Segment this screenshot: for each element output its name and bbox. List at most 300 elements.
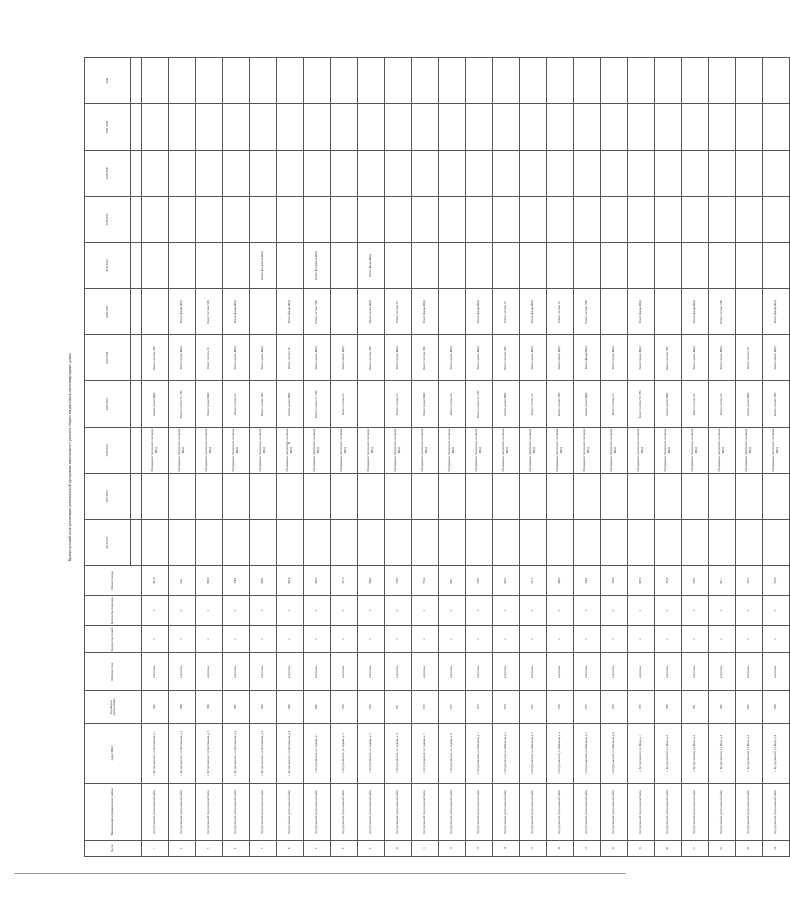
cell-work: Ремонт системы ЭС <box>600 381 627 427</box>
cell-address: с. Бугурусланский, ул. Школьная, д. 5 <box>573 723 600 783</box>
cell-year: 1969 <box>303 691 330 724</box>
cell-work <box>708 196 735 242</box>
cell-work <box>141 289 168 335</box>
cell-floors: 2 <box>195 626 222 653</box>
subheader-cell <box>130 335 141 381</box>
rotated-table-area <box>66 57 779 857</box>
cell-work <box>654 150 681 196</box>
table-row <box>438 58 465 857</box>
cell-entrances: 2 <box>168 596 195 626</box>
cell-work: Ремонт системы ЭС <box>438 381 465 427</box>
cell-work <box>168 104 195 150</box>
cell-entrances: 2 <box>357 596 384 626</box>
cell-work <box>438 242 465 288</box>
cell-area: 574,8 <box>222 566 249 596</box>
cell-work <box>681 150 708 196</box>
cell-work: Ремонт крыши МКД <box>762 335 789 381</box>
table-header-row <box>85 58 131 857</box>
cell-work <box>249 520 276 566</box>
cell-work: Ремонт системы ХВС <box>249 381 276 427</box>
cell-work <box>330 150 357 196</box>
cell-work: Ремонт фундамента МКД <box>249 242 276 288</box>
cell-material: кирпичные <box>762 653 789 691</box>
header-floors: Количество этажей <box>85 626 142 653</box>
cell-work: Ремонт системы ЭС <box>681 381 708 427</box>
cell-work <box>573 473 600 519</box>
cell-area: 575,8 <box>654 566 681 596</box>
cell-address: с. Бугурусланский, ул. Школьная, д. 1 <box>465 723 492 783</box>
cell-entrances: 2 <box>276 596 303 626</box>
cell-entrances: 2 <box>303 596 330 626</box>
cell-material: кирпичные <box>330 653 357 691</box>
cell-work: Ремонт фасада МКД <box>681 289 708 335</box>
cell-work <box>330 289 357 335</box>
cell-work: Ремонт системы ТС, ГВС <box>627 381 654 427</box>
cell-work: Ремонт системы ТС, ГВС <box>168 381 195 427</box>
cell-work <box>600 520 627 566</box>
cell-work <box>330 242 357 288</box>
page-bottom-rule <box>14 873 626 874</box>
cell-work: Ремонт системы ЭС <box>546 289 573 335</box>
cell-work: Ремонт крыши МКД <box>465 335 492 381</box>
cell-material: кирпичные <box>708 653 735 691</box>
cell-work <box>654 104 681 150</box>
cell-year: 1974 <box>492 691 519 724</box>
cell-material: кирпичные <box>735 653 762 691</box>
cell-work <box>600 150 627 196</box>
cell-year: 1973 <box>465 691 492 724</box>
cell-work <box>168 473 195 519</box>
cell-work <box>735 473 762 519</box>
cell-work: Обследование технического состояния МКД <box>195 427 222 473</box>
cell-entrances: 2 <box>735 596 762 626</box>
cell-year: 1968 <box>276 691 303 724</box>
cell-work <box>708 150 735 196</box>
header-period: 2023-2025 <box>85 381 131 427</box>
cell-area: 561,6 <box>141 566 168 596</box>
cell-work: Ремонт крыши МКД <box>141 381 168 427</box>
cell-material: кирпичные <box>222 653 249 691</box>
cell-address: с. Бугурусланский, ул. Мира, д. 4 <box>708 723 735 783</box>
cell-work <box>600 104 627 150</box>
cell-work <box>357 150 384 196</box>
cell-no: 13 <box>465 840 492 856</box>
cell-year: 1982 <box>708 691 735 724</box>
cell-work <box>465 104 492 150</box>
table-row <box>303 58 330 857</box>
cell-area: 571,9 <box>519 566 546 596</box>
cell-work: Ремонт системы ХВС <box>303 289 330 335</box>
cell-work <box>708 104 735 150</box>
table-row <box>654 58 681 857</box>
cell-work <box>168 242 195 288</box>
cell-work <box>411 58 438 104</box>
cell-work <box>141 150 168 196</box>
cell-work: Ремонт крыши МКД <box>276 381 303 427</box>
cell-work: Обследование технического состояния МКД <box>249 427 276 473</box>
cell-work <box>438 473 465 519</box>
cell-work <box>519 196 546 242</box>
cell-work <box>411 104 438 150</box>
subheader-cell <box>130 242 141 288</box>
cell-work <box>735 520 762 566</box>
cell-area: 579,6 <box>600 566 627 596</box>
cell-work <box>276 150 303 196</box>
cell-no: 14 <box>492 840 519 856</box>
cell-address: с. Бугурусланский, ул. Школьная, д. 4 <box>546 723 573 783</box>
header-period: 2041-2043 <box>85 104 131 150</box>
cell-work <box>654 289 681 335</box>
cell-address: с. Бугурусланский, ул. Центральная, д. 2 <box>168 723 195 783</box>
cell-work: Обследование технического состояния МКД <box>519 427 546 473</box>
cell-work <box>627 150 654 196</box>
subheader-cell <box>130 381 141 427</box>
cell-address: с. Бугурусланский, ул. Садовая, д. 2 <box>330 723 357 783</box>
cell-floors: 2 <box>681 626 708 653</box>
table-row <box>627 58 654 857</box>
cell-district: Бугурусланский муниципальный район <box>627 783 654 840</box>
cell-work <box>330 58 357 104</box>
cell-entrances: 2 <box>492 596 519 626</box>
cell-work <box>411 150 438 196</box>
cell-work <box>330 196 357 242</box>
cell-work <box>330 520 357 566</box>
table-body <box>141 58 789 857</box>
table-row <box>708 58 735 857</box>
cell-work <box>222 520 249 566</box>
cell-entrances: 2 <box>411 596 438 626</box>
cell-work <box>411 473 438 519</box>
cell-district: Бугурусланский муниципальный район <box>519 783 546 840</box>
table-row <box>681 58 708 857</box>
cell-work <box>627 196 654 242</box>
cell-work <box>546 473 573 519</box>
cell-work <box>195 242 222 288</box>
cell-work: Ремонт фасада МКД <box>357 242 384 288</box>
cell-material: кирпичные <box>411 653 438 691</box>
header-period: 2014-2015 <box>85 520 131 566</box>
cell-district: Бугурусланский муниципальный район <box>546 783 573 840</box>
cell-material: кирпичные <box>492 653 519 691</box>
cell-work: Ремонт системы ХВС <box>654 335 681 381</box>
cell-area: 569,8 <box>195 566 222 596</box>
cell-work <box>600 196 627 242</box>
cell-work: Ремонт крыши МКД <box>519 335 546 381</box>
cell-work: Ремонт фасада МКД <box>411 289 438 335</box>
cell-material: кирпичные <box>465 653 492 691</box>
cell-floors: 2 <box>303 626 330 653</box>
cell-work <box>681 520 708 566</box>
cell-work <box>519 150 546 196</box>
cell-work <box>465 473 492 519</box>
cell-work: Обследование технического состояния МКД <box>168 427 195 473</box>
cell-entrances: 2 <box>519 596 546 626</box>
cell-work <box>141 520 168 566</box>
cell-work <box>654 520 681 566</box>
cell-floors: 2 <box>438 626 465 653</box>
cell-work: Обследование технического состояния МКД <box>600 427 627 473</box>
cell-work: Ремонт системы ХВС <box>708 289 735 335</box>
cell-year: 1979 <box>627 691 654 724</box>
cell-work <box>492 520 519 566</box>
cell-work <box>222 242 249 288</box>
cell-work: Ремонт фасада МКД <box>519 289 546 335</box>
table-row <box>573 58 600 857</box>
table-row <box>411 58 438 857</box>
table-row <box>249 58 276 857</box>
cell-work: Обследование технического состояния МКД <box>762 427 789 473</box>
subheader-cell <box>130 427 141 473</box>
cell-work: Ремонт фасада МКД <box>222 289 249 335</box>
cell-district: Бугурусланский муниципальный район <box>141 783 168 840</box>
capital-repair-plan-table <box>84 57 790 857</box>
cell-material: кирпичные <box>546 653 573 691</box>
cell-work <box>519 473 546 519</box>
cell-address: с. Бугурусланский, ул. Садовая, д. 1 <box>303 723 330 783</box>
cell-work <box>411 196 438 242</box>
cell-work: Ремонт системы ЭС <box>195 335 222 381</box>
cell-work <box>654 58 681 104</box>
header-area: Общая площадь <box>85 566 142 596</box>
cell-work: Ремонт крыши МКД <box>249 335 276 381</box>
cell-work <box>141 242 168 288</box>
cell-work: Ремонт фасада МКД <box>573 335 600 381</box>
cell-work <box>357 104 384 150</box>
table-heading: Краткосрочный план реализации региональной программы капитального ремонта общего имущества в многоквартирных домах <box>68 352 72 562</box>
cell-address: с. Бугурусланский, ул. Садовая, д. 3 <box>357 723 384 783</box>
cell-work <box>384 242 411 288</box>
cell-address: с. Бугурусланский, ул. Мира, д. 3 <box>681 723 708 783</box>
cell-work <box>519 242 546 288</box>
cell-district: Бугурусланский муниципальный район <box>654 783 681 840</box>
cell-year: 1965 <box>141 691 168 724</box>
cell-material: кирпичные <box>357 653 384 691</box>
cell-work <box>141 196 168 242</box>
cell-work <box>195 520 222 566</box>
cell-work <box>384 58 411 104</box>
cell-no: 21 <box>681 840 708 856</box>
cell-address: с. Бугурусланский, ул. Центральная, д. 3 <box>195 723 222 783</box>
cell-work: Ремонт крыши МКД <box>303 335 330 381</box>
table-row <box>222 58 249 857</box>
cell-work: Ремонт системы ХВС <box>141 335 168 381</box>
table-row <box>276 58 303 857</box>
table-row <box>492 58 519 857</box>
table-row <box>735 58 762 857</box>
cell-area: 566,0 <box>357 566 384 596</box>
cell-work: Ремонт крыши МКД <box>492 381 519 427</box>
cell-work <box>276 473 303 519</box>
cell-area: 574,1 <box>168 566 195 596</box>
cell-address: с. Бугурусланский, ул. Садовая, д. 5 <box>411 723 438 783</box>
cell-area: 567,3 <box>627 566 654 596</box>
cell-work <box>654 242 681 288</box>
cell-area: 577,4 <box>762 566 789 596</box>
cell-district: Бугурусланский муниципальный район <box>762 783 789 840</box>
cell-no: 22 <box>708 840 735 856</box>
cell-material: кирпичные <box>654 653 681 691</box>
cell-work <box>546 104 573 150</box>
cell-material: кирпичные <box>384 653 411 691</box>
subheader-cell <box>130 289 141 335</box>
cell-floors: 2 <box>546 626 573 653</box>
cell-work <box>573 104 600 150</box>
subheader-cell <box>130 473 141 519</box>
header-period: 2029-2031 <box>85 289 131 335</box>
cell-work: Обследование технического состояния МКД <box>330 427 357 473</box>
cell-work <box>357 381 384 427</box>
header-year: Год ввода в эксплуатацию <box>85 691 142 724</box>
cell-work: Ремонт фасада МКД <box>762 289 789 335</box>
cell-district: Бугурусланский муниципальный район <box>330 783 357 840</box>
cell-work: Ремонт системы ХВС <box>195 289 222 335</box>
cell-no: 10 <box>384 840 411 856</box>
table-row <box>384 58 411 857</box>
table-row <box>168 58 195 857</box>
cell-work <box>195 473 222 519</box>
cell-work <box>168 520 195 566</box>
cell-work <box>627 242 654 288</box>
cell-year: 1983 <box>735 691 762 724</box>
cell-entrances: 2 <box>600 596 627 626</box>
cell-no: 19 <box>627 840 654 856</box>
cell-work <box>357 473 384 519</box>
cell-no: 24 <box>762 840 789 856</box>
cell-no: 11 <box>411 840 438 856</box>
cell-year: 1981 <box>681 691 708 724</box>
cell-work <box>546 58 573 104</box>
cell-material: кирпичные <box>627 653 654 691</box>
cell-address: с. Бугурусланский, ул. Центральная, д. 1 <box>141 723 168 783</box>
cell-no: 20 <box>654 840 681 856</box>
cell-entrances: 2 <box>681 596 708 626</box>
cell-work <box>384 196 411 242</box>
cell-no: 15 <box>519 840 546 856</box>
cell-work <box>222 104 249 150</box>
cell-work: Обследование технического состояния МКД <box>276 427 303 473</box>
cell-work <box>465 150 492 196</box>
cell-year: 1966 <box>168 691 195 724</box>
cell-entrances: 2 <box>762 596 789 626</box>
cell-work <box>249 196 276 242</box>
cell-address: с. Бугурусланский, ул. Мира, д. 5 <box>735 723 762 783</box>
cell-work: Ремонт крыши МКД <box>627 335 654 381</box>
cell-work <box>438 150 465 196</box>
cell-work <box>303 520 330 566</box>
cell-address: с. Бугурусланский, ул. Мира, д. 6 <box>762 723 789 783</box>
cell-work <box>654 473 681 519</box>
cell-work <box>681 473 708 519</box>
cell-work: Обследование технического состояния МКД <box>573 427 600 473</box>
cell-work: Ремонт системы ЭС <box>384 289 411 335</box>
cell-work <box>519 58 546 104</box>
cell-work <box>735 289 762 335</box>
cell-work <box>762 473 789 519</box>
cell-floors: 2 <box>654 626 681 653</box>
cell-work <box>708 242 735 288</box>
cell-year: 1975 <box>519 691 546 724</box>
cell-area: 569,1 <box>438 566 465 596</box>
cell-work <box>573 242 600 288</box>
table-row <box>357 58 384 857</box>
table-row <box>465 58 492 857</box>
subheader-cell <box>130 520 141 566</box>
cell-work: Ремонт фасада МКД <box>168 289 195 335</box>
cell-work <box>627 58 654 104</box>
header-period: 2032-2034 <box>85 242 131 288</box>
cell-work <box>762 150 789 196</box>
cell-address: с. Бугурусланский, ул. Садовая, д. 4 <box>384 723 411 783</box>
cell-year: 1984 <box>762 691 789 724</box>
cell-work <box>330 104 357 150</box>
cell-work <box>735 196 762 242</box>
cell-year: 1970 <box>330 691 357 724</box>
cell-district: Бугурусланский муниципальный район <box>492 783 519 840</box>
cell-work <box>411 242 438 288</box>
cell-work <box>168 196 195 242</box>
cell-work <box>438 289 465 335</box>
cell-year: 1976 <box>546 691 573 724</box>
cell-work <box>735 150 762 196</box>
cell-year: 1968 <box>249 691 276 724</box>
cell-work: Ремонт крыши МКД <box>330 335 357 381</box>
cell-work <box>519 104 546 150</box>
cell-year: 1980 <box>654 691 681 724</box>
cell-address: с. Бугурусланский, ул. Школьная, д. 3 <box>519 723 546 783</box>
cell-district: Бугурусланский муниципальный район <box>249 783 276 840</box>
cell-no: 5 <box>249 840 276 856</box>
cell-entrances: 2 <box>465 596 492 626</box>
cell-work <box>573 520 600 566</box>
cell-work <box>492 242 519 288</box>
cell-work <box>492 104 519 150</box>
cell-work: Ремонт крыши МКД <box>411 381 438 427</box>
cell-no: 9 <box>357 840 384 856</box>
cell-work <box>222 473 249 519</box>
cell-work: Обследование технического состояния МКД <box>357 427 384 473</box>
cell-entrances: 2 <box>546 596 573 626</box>
cell-work: Обследование технического состояния МКД <box>465 427 492 473</box>
cell-district: Бугурусланский муниципальный район <box>303 783 330 840</box>
cell-work: Ремонт фундамента МКД <box>303 242 330 288</box>
cell-work: Обследование технического состояния МКД <box>492 427 519 473</box>
cell-address: с. Бугурусланский, ул. Центральная, д. 5 <box>249 723 276 783</box>
cell-material: кирпичные <box>276 653 303 691</box>
cell-work: Ремонт системы ХВС <box>573 289 600 335</box>
cell-entrances: 2 <box>384 596 411 626</box>
cell-work <box>600 242 627 288</box>
cell-year: 1978 <box>600 691 627 724</box>
cell-work: Обследование технического состояния МКД <box>141 427 168 473</box>
header-period: 2026-2028 <box>85 335 131 381</box>
cell-work <box>438 520 465 566</box>
header-entrances: Количество подъездов <box>85 596 142 626</box>
cell-work <box>465 196 492 242</box>
cell-work <box>465 58 492 104</box>
cell-work <box>195 150 222 196</box>
header-period: 2017-2019 <box>85 473 131 519</box>
cell-material: кирпичные <box>141 653 168 691</box>
cell-no: 18 <box>600 840 627 856</box>
cell-address: с. Бугурусланский, ул. Мира, д. 2 <box>654 723 681 783</box>
table-row <box>195 58 222 857</box>
cell-work: Ремонт крыши МКД <box>438 335 465 381</box>
cell-work <box>276 104 303 150</box>
cell-work <box>384 473 411 519</box>
cell-work <box>276 58 303 104</box>
cell-work <box>762 520 789 566</box>
cell-work: Ремонт системы ЭС <box>735 335 762 381</box>
